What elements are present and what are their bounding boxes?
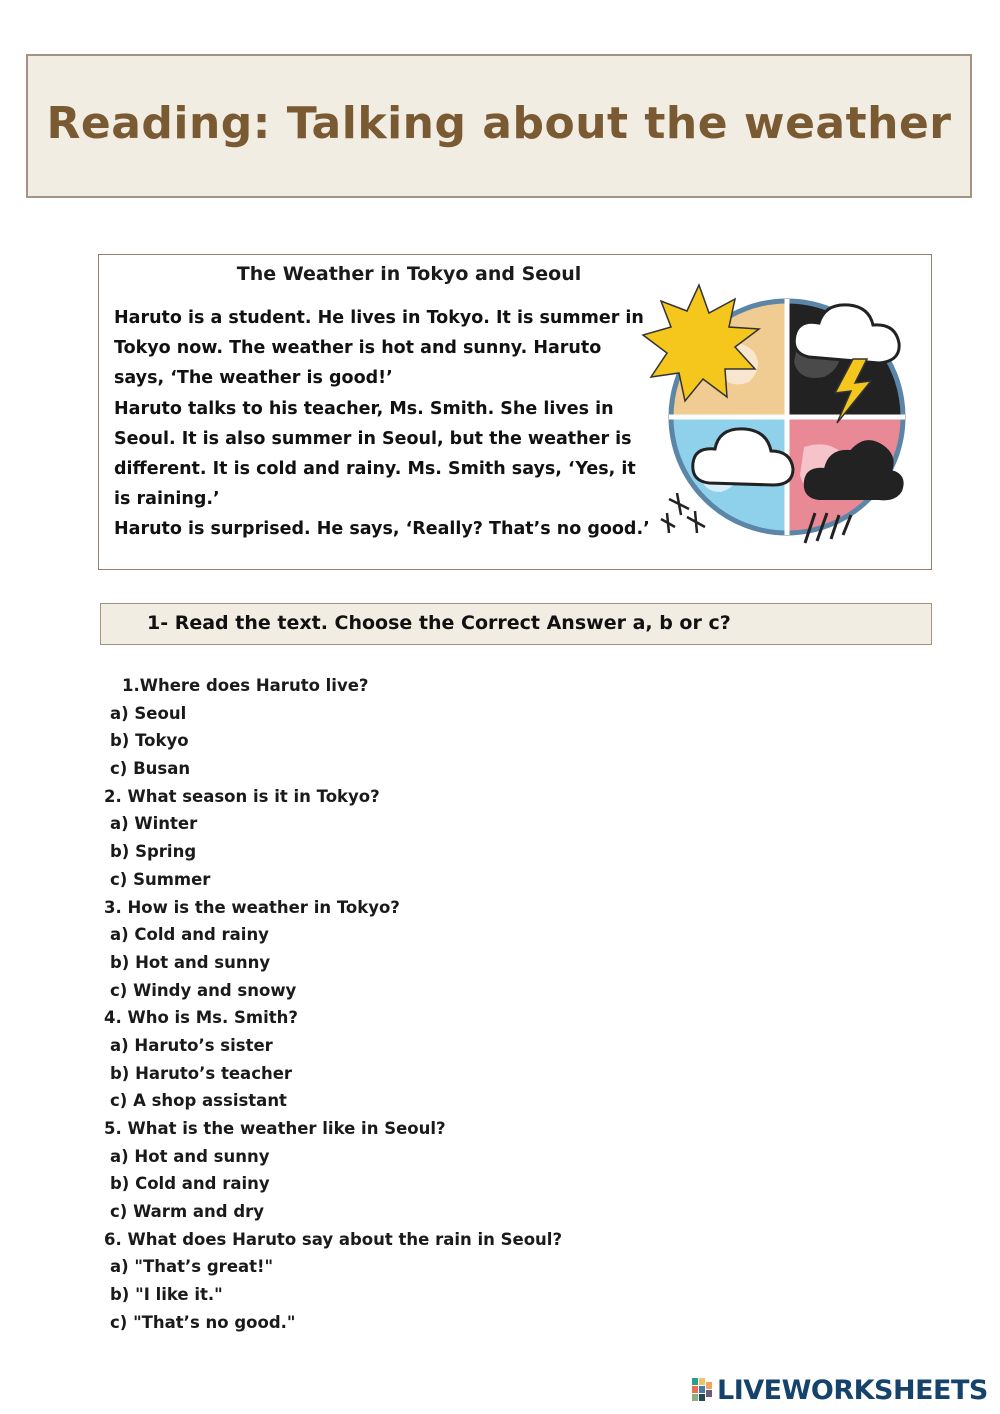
instruction-text: 1- Read the text. Choose the Correct Answer a, b or c? — [147, 612, 731, 634]
reading-line: Haruto is surprised. He says, ‘Really? That’s no good.’ — [114, 519, 650, 540]
answer-option[interactable]: c) "That’s no good." — [110, 1312, 296, 1332]
reading-line: Seoul. It is also summer in Seoul, but the weather is — [114, 428, 632, 449]
answer-option[interactable]: b) Haruto’s teacher — [110, 1063, 293, 1083]
question-item — [104, 1226, 562, 1337]
answer-option[interactable]: a) Hot and sunny — [110, 1146, 270, 1166]
weather-illustration — [639, 277, 919, 547]
question-text: 1.Where does Haruto live? — [122, 676, 369, 695]
answer-option[interactable]: b) Tokyo — [110, 731, 189, 751]
question-item — [104, 672, 562, 783]
answer-option[interactable]: a) Cold and rainy — [110, 925, 269, 945]
question-text: 2. What season is it in Tokyo? — [104, 786, 380, 806]
instruction-banner — [100, 603, 932, 645]
liveworksheets-logo[interactable] — [692, 1375, 988, 1405]
title-banner — [26, 54, 972, 198]
question-text: 6. What does Haruto say about the rain in Seoul? — [104, 1229, 563, 1249]
reading-line: Tokyo now. The weather is hot and sunny. Haruto — [114, 338, 602, 359]
reading-line: different. It is cold and rainy. Ms. Smith says, ‘Yes, it — [114, 459, 636, 480]
question-item — [104, 783, 562, 894]
page-title: Reading: Talking about the weather — [46, 98, 952, 149]
reading-line: Haruto talks to his teacher, Ms. Smith. She lives in — [114, 398, 614, 419]
question-text: 4. Who is Ms. Smith? — [104, 1008, 298, 1028]
reading-line: Haruto is a student. He lives in Tokyo. It is summer in — [114, 308, 644, 328]
answer-option[interactable]: b) Cold and rainy — [110, 1174, 270, 1194]
question-item — [104, 894, 562, 1005]
answer-option[interactable]: c) Windy and snowy — [110, 980, 297, 1000]
answer-option[interactable]: c) A shop assistant — [110, 1091, 287, 1111]
answer-option[interactable]: c) Busan — [110, 759, 191, 779]
answer-option[interactable]: b) Spring — [110, 842, 197, 862]
answer-option[interactable]: a) Seoul — [110, 703, 187, 723]
reading-line: is raining.’ — [114, 489, 220, 510]
reading-passage-box — [98, 254, 932, 570]
question-item — [104, 1115, 562, 1226]
answer-option[interactable]: a) Haruto’s sister — [110, 1035, 273, 1055]
answer-option[interactable]: b) Hot and sunny — [110, 952, 271, 972]
answer-option[interactable]: a) Winter — [110, 814, 198, 834]
answer-option[interactable]: a) "That’s great!" — [110, 1257, 274, 1277]
reading-title: The Weather in Tokyo and Seoul — [236, 263, 582, 285]
reading-line: says, ‘The weather is good!’ — [114, 368, 393, 389]
question-item — [104, 1004, 562, 1115]
question-text: 5. What is the weather like in Seoul? — [104, 1119, 446, 1138]
logo-blocks-icon — [692, 1378, 714, 1402]
brand-name: LIVEWORKSHEETS — [717, 1374, 988, 1406]
question-text: 3. How is the weather in Tokyo? — [104, 897, 400, 917]
answer-option[interactable]: c) Warm and dry — [110, 1202, 265, 1222]
answer-option[interactable]: b) "I like it." — [110, 1285, 223, 1305]
question-list — [104, 672, 562, 1337]
answer-option[interactable]: c) Summer — [110, 869, 211, 889]
reading-text — [114, 303, 650, 545]
